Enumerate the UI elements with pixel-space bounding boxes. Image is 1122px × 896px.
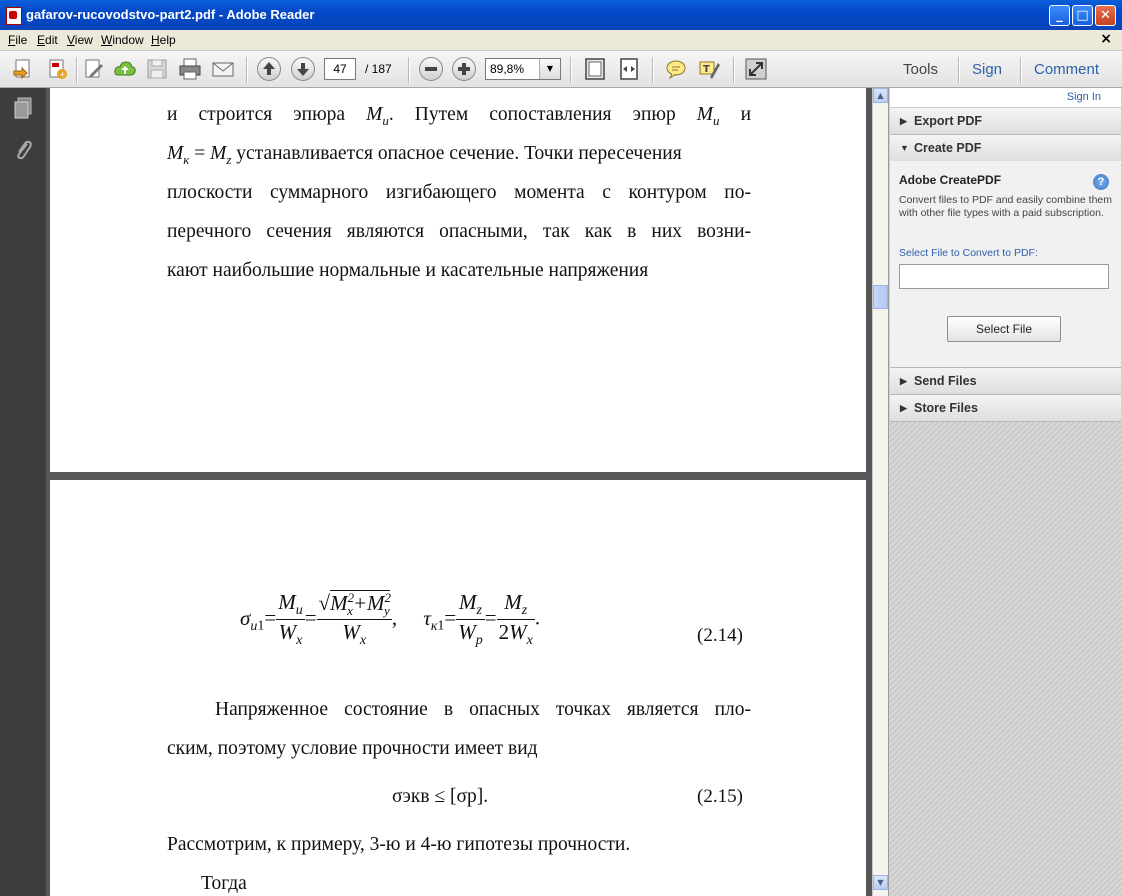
toolbar-separator bbox=[1020, 57, 1022, 83]
section-store-files[interactable]: ▶ Store Files bbox=[890, 395, 1121, 422]
toolbar-separator bbox=[733, 57, 735, 83]
close-document-icon[interactable]: × bbox=[1100, 31, 1112, 47]
navigation-pane bbox=[0, 88, 46, 896]
toolbar-separator bbox=[246, 57, 248, 83]
select-file-label: Select File to Convert to PDF: bbox=[899, 247, 1038, 259]
zoom-select[interactable] bbox=[485, 58, 561, 80]
fit-width-icon[interactable] bbox=[617, 57, 641, 81]
equation-2-14: $\sigma_{u1}=$ $\frac{M_u}{W_x}$ = $\frac{√M^2_x+M^2_y}{W_x}$ , $\tau_{к1}=$ $\frac{M_z}{W_p}$ = $\frac{M_z}{2W_x}$ . bbox=[240, 590, 541, 649]
page-number-input[interactable]: 47 bbox=[324, 58, 356, 80]
file-path-input[interactable] bbox=[899, 264, 1109, 289]
text-line-7: ским, поэтому условие прочности имеет вид bbox=[167, 738, 538, 759]
chevron-right-icon: ▶ bbox=[900, 376, 907, 386]
edit-pdf-icon[interactable] bbox=[82, 57, 106, 81]
toolbar-separator bbox=[408, 57, 410, 83]
toolbar bbox=[0, 50, 1122, 88]
chevron-down-icon[interactable]: ▼ bbox=[539, 59, 560, 79]
sign-in-link[interactable]: Sign In bbox=[1066, 91, 1101, 103]
text-line-4: перечного сечения являются опасными, так как в них возни- bbox=[167, 221, 751, 242]
print-icon[interactable] bbox=[178, 57, 202, 81]
email-icon[interactable] bbox=[211, 57, 235, 81]
window-title: gafarov-rucovodstvo-part2.pdf - Adobe Reader bbox=[26, 7, 315, 22]
minus-icon bbox=[420, 58, 442, 80]
scroll-down-button[interactable]: ▼ bbox=[873, 875, 888, 890]
sign-button[interactable]: Sign bbox=[972, 61, 1003, 78]
open-icon[interactable] bbox=[12, 57, 36, 81]
pdf-page bbox=[50, 88, 866, 472]
scroll-up-button[interactable]: ▲ bbox=[873, 88, 888, 103]
page-total: / 187 bbox=[365, 62, 392, 76]
text-line-1: и строится эпюра $M_и$. Путем сопоставления эпюр $M_и$ и bbox=[167, 104, 752, 128]
close-button[interactable]: ✕ bbox=[1095, 5, 1116, 26]
chevron-right-icon: ▶ bbox=[900, 116, 907, 126]
menu-file[interactable]: File bbox=[8, 33, 28, 47]
toolbar-separator bbox=[652, 57, 654, 83]
plus-icon bbox=[453, 58, 475, 80]
upload-cloud-icon[interactable] bbox=[113, 57, 137, 81]
document-viewport[interactable] bbox=[46, 88, 872, 896]
equation-2-15: σэкв ≤ [σр]. bbox=[392, 786, 489, 807]
maximize-button[interactable]: □ bbox=[1072, 5, 1093, 26]
text-line-5: кают наибольшие нормальные и касательные напряжения bbox=[167, 260, 649, 281]
toolbar-separator bbox=[76, 57, 78, 83]
section-create-pdf[interactable]: ▼ Create PDF bbox=[890, 135, 1121, 162]
menu-window[interactable]: Window bbox=[101, 33, 144, 47]
menu-view[interactable]: View bbox=[67, 33, 93, 47]
minimize-button[interactable]: _ bbox=[1049, 5, 1070, 26]
chevron-right-icon: ▶ bbox=[900, 403, 907, 413]
section-send-files[interactable]: ▶ Send Files bbox=[890, 368, 1121, 395]
menu-bar bbox=[0, 30, 1122, 50]
menu-help[interactable]: Help bbox=[151, 33, 176, 47]
create-pdf-title: Adobe CreatePDF bbox=[899, 173, 1002, 187]
zoom-value: 89,8% bbox=[490, 62, 525, 76]
zoom-in-button[interactable] bbox=[452, 57, 476, 81]
svg-text:T: T bbox=[703, 64, 710, 75]
sign-in-bar bbox=[890, 88, 1121, 108]
pdf-app-icon bbox=[6, 7, 22, 25]
save-icon[interactable] bbox=[145, 57, 169, 81]
tools-button[interactable]: Tools bbox=[903, 61, 939, 78]
arrow-down-icon bbox=[292, 58, 314, 80]
select-file-button[interactable]: Select File bbox=[947, 316, 1061, 342]
chevron-down-icon: ▼ bbox=[900, 143, 909, 153]
vertical-scrollbar[interactable] bbox=[872, 88, 888, 896]
svg-text:+: + bbox=[59, 70, 66, 79]
text-line-3: плоскости суммарного изгибающего момента с контуром по- bbox=[167, 182, 751, 203]
zoom-out-button[interactable] bbox=[419, 57, 443, 81]
fit-page-icon[interactable] bbox=[583, 57, 607, 81]
highlight-text-icon[interactable] bbox=[697, 57, 721, 81]
text-line-2: $M_к = M_z$ устанавливается опасное сечение. Точки пересечения bbox=[167, 143, 682, 167]
section-export-pdf[interactable]: ▶ Export PDF bbox=[890, 108, 1121, 135]
pdf-page bbox=[50, 480, 866, 896]
sticky-note-icon[interactable] bbox=[664, 57, 688, 81]
toolbar-separator bbox=[570, 57, 572, 83]
menu-edit[interactable]: Edit bbox=[37, 33, 58, 47]
help-icon[interactable]: ? bbox=[1093, 174, 1109, 190]
tools-panel bbox=[888, 88, 1122, 896]
text-line-6: Напряженное состояние в опасных точках является пло- bbox=[215, 699, 751, 720]
text-line-9: Тогда bbox=[201, 873, 247, 894]
next-page-button[interactable] bbox=[291, 57, 315, 81]
page-thumbnails-icon[interactable] bbox=[12, 96, 34, 120]
previous-page-button[interactable] bbox=[257, 57, 281, 81]
create-pdf-icon[interactable] bbox=[46, 57, 70, 81]
text-line-8: Рассмотрим, к примеру, 3-ю и 4-ю гипотезы прочности. bbox=[167, 834, 631, 855]
create-pdf-body bbox=[890, 161, 1121, 368]
create-pdf-description: Convert files to PDF and easily combine them with other file types with a paid subscription. bbox=[899, 194, 1113, 219]
full-screen-icon[interactable] bbox=[744, 57, 768, 81]
equation-number: (2.15) bbox=[697, 786, 743, 807]
equation-number: (2.14) bbox=[697, 625, 743, 646]
title-bar bbox=[0, 0, 1122, 30]
attachments-icon[interactable] bbox=[12, 138, 34, 162]
arrow-up-icon bbox=[258, 58, 280, 80]
scroll-thumb[interactable] bbox=[873, 285, 888, 309]
comment-button[interactable]: Comment bbox=[1034, 61, 1100, 78]
toolbar-separator bbox=[958, 57, 960, 83]
